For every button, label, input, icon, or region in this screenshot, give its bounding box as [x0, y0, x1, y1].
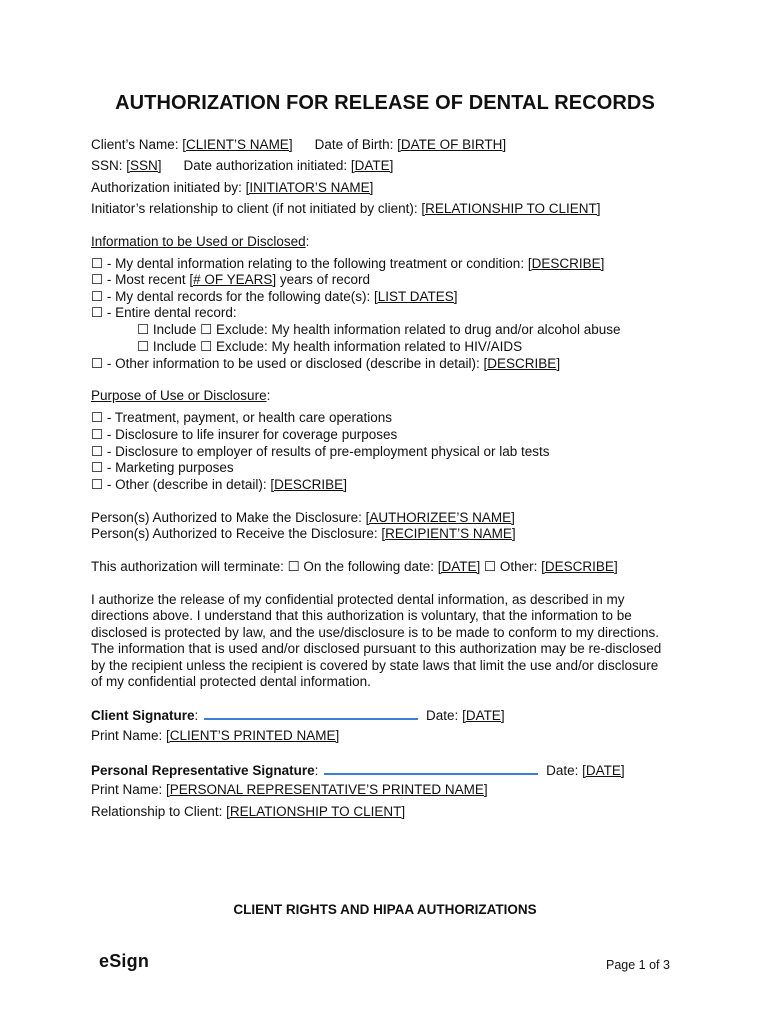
rep-print-name-field[interactable]: [PERSONAL REPRESENTATIVE’S PRINTED NAME]	[166, 782, 488, 797]
purpose-item-other-field[interactable]: [DESCRIBE]	[270, 477, 347, 492]
dob-label: Date of Birth:	[314, 137, 398, 152]
authorized-make-line	[91, 510, 515, 526]
info-item-treatment-text: ☐ - My dental information relating to the following treatment or condition:	[91, 256, 528, 271]
info-item-dates-field[interactable]: [LIST DATES]	[373, 289, 458, 304]
purpose-section-heading	[91, 388, 270, 404]
info-subitem-hiv-aids[interactable]: ☐ Include ☐ Exclude: My health information related to HIV/AIDS	[137, 339, 523, 354]
initiator-relationship-field[interactable]: [RELATIONSHIP TO CLIENT]	[421, 201, 601, 216]
termination-other-label[interactable]: ☐ Other:	[480, 559, 542, 574]
initiator-name-field[interactable]: [INITIATOR’S NAME]	[245, 180, 374, 195]
authorized-receive-line	[91, 526, 516, 542]
paragraph-line: The information that is used and/or disclosed pursuant to this authorization may be re-disclosed	[91, 641, 662, 657]
info-item-dates[interactable]	[91, 289, 458, 305]
paragraph-line: directions above. I understand that this authorization is voluntary, that the information to be	[91, 608, 632, 624]
rep-signature-date-label: Date:	[542, 763, 583, 778]
info-section-heading	[91, 234, 309, 250]
rep-signature-colon: :	[314, 763, 319, 778]
rep-print-name-line	[91, 782, 488, 798]
paragraph-line: by the recipient unless the recipient is covered by state laws that limit the use and/or disclosure	[91, 657, 659, 673]
rep-signature-label: Personal Representative Signature	[91, 763, 315, 778]
info-item-other[interactable]	[91, 356, 560, 372]
client-print-name-field[interactable]: [CLIENT’S PRINTED NAME]	[166, 728, 340, 743]
page-number: Page 1 of 3	[606, 958, 670, 972]
recipient-name-field[interactable]: [RECIPIENT’S NAME]	[381, 526, 516, 541]
rep-relationship-label: Relationship to Client:	[91, 804, 227, 819]
dob-field[interactable]: [DATE OF BIRTH]	[397, 137, 507, 152]
client-name-label: Client’s Name:	[91, 137, 183, 152]
info-item-years-pre: ☐ - Most recent	[91, 272, 190, 287]
termination-label[interactable]: This authorization will terminate: ☐ On the following date:	[91, 559, 438, 574]
purpose-item-employer[interactable]: ☐ - Disclosure to employer of results of pre-employment physical or lab tests	[91, 444, 550, 459]
rep-signature-field[interactable]	[324, 761, 538, 775]
client-signature-date-field[interactable]: [DATE]	[462, 708, 505, 723]
date-initiated-label: Date authorization initiated:	[183, 158, 351, 173]
info-item-entire-record[interactable]: ☐ - Entire dental record:	[91, 305, 237, 320]
authorized-make-label: Person(s) Authorized to Make the Disclosure:	[91, 510, 366, 525]
info-item-other-text: ☐ - Other information to be used or disclosed (describe in detail):	[91, 356, 484, 371]
authorization-paragraph	[91, 592, 681, 690]
info-heading-colon: :	[305, 234, 310, 249]
client-signature-colon: :	[194, 708, 199, 723]
purpose-heading-colon: :	[266, 388, 271, 403]
client-signature-line	[91, 706, 505, 724]
initiator-relationship-label: Initiator’s relationship to client (if not initiated by client):	[91, 201, 422, 216]
rep-print-name-label: Print Name:	[91, 782, 167, 797]
initiated-by-label: Authorization initiated by:	[91, 180, 246, 195]
client-print-name-label: Print Name:	[91, 728, 167, 743]
info-item-dates-text: ☐ - My dental records for the following date(s):	[91, 289, 374, 304]
info-subitem-drug-alcohol[interactable]: ☐ Include ☐ Exclude: My health information related to drug and/or alcohol abuse	[137, 322, 621, 337]
purpose-item-other[interactable]	[91, 477, 347, 493]
paragraph-line: I authorize the release of my confidential protected dental information, as described in my	[91, 592, 625, 607]
client-rights-heading: CLIENT RIGHTS AND HIPAA AUTHORIZATIONS	[233, 902, 537, 917]
rep-signature-line	[91, 761, 625, 779]
authorized-receive-label: Person(s) Authorized to Receive the Disclosure:	[91, 526, 382, 541]
info-heading-text: Information to be Used or Disclosed	[91, 234, 306, 249]
initiated-by-line	[91, 180, 373, 196]
client-name-field[interactable]: [CLIENT’S NAME]	[182, 137, 293, 152]
purpose-item-treatment[interactable]: ☐ - Treatment, payment, or health care operations	[91, 410, 393, 425]
rep-signature-date-field[interactable]: [DATE]	[582, 763, 625, 778]
info-item-treatment[interactable]	[91, 256, 604, 272]
info-item-years[interactable]	[91, 272, 370, 288]
purpose-item-other-text: ☐ - Other (describe in detail):	[91, 477, 271, 492]
client-signature-date-label: Date:	[422, 708, 463, 723]
termination-other-field[interactable]: [DESCRIBE]	[541, 559, 618, 574]
ssn-line	[91, 158, 393, 174]
info-item-years-post: years of record	[276, 272, 370, 287]
client-signature-label: Client Signature	[91, 708, 195, 723]
rep-relationship-line	[91, 804, 405, 820]
document-title: AUTHORIZATION FOR RELEASE OF DENTAL RECORDS	[115, 92, 655, 114]
ssn-label: SSN:	[91, 158, 127, 173]
client-print-name-line	[91, 728, 339, 744]
esign-logo: eSign	[99, 951, 150, 971]
purpose-item-life-insurer[interactable]: ☐ - Disclosure to life insurer for coverage purposes	[91, 427, 398, 442]
termination-line	[91, 559, 618, 575]
paragraph-line: disclosed is protected by law, and the use/disclosure is to be made to conform to my directions.	[91, 624, 660, 640]
date-initiated-field[interactable]: [DATE]	[350, 158, 394, 173]
info-item-treatment-field[interactable]: [DESCRIBE]	[527, 256, 605, 271]
paragraph-line: of my confidential protected dental information.	[91, 674, 371, 690]
info-item-years-field[interactable]: [# OF YEARS]	[189, 272, 277, 287]
purpose-item-marketing[interactable]: ☐ - Marketing purposes	[91, 460, 234, 475]
client-signature-field[interactable]	[204, 706, 418, 720]
purpose-heading-text: Purpose of Use or Disclosure	[91, 388, 267, 403]
rep-relationship-field[interactable]: [RELATIONSHIP TO CLIENT]	[226, 804, 406, 819]
info-item-other-field[interactable]: [DESCRIBE]	[483, 356, 561, 371]
client-name-line	[91, 137, 506, 153]
termination-date-field[interactable]: [DATE]	[437, 559, 481, 574]
authorizee-name-field[interactable]: [AUTHORIZEE’S NAME]	[365, 510, 515, 525]
initiator-relationship-line	[91, 201, 600, 217]
ssn-field[interactable]: [SSN]	[126, 158, 162, 173]
